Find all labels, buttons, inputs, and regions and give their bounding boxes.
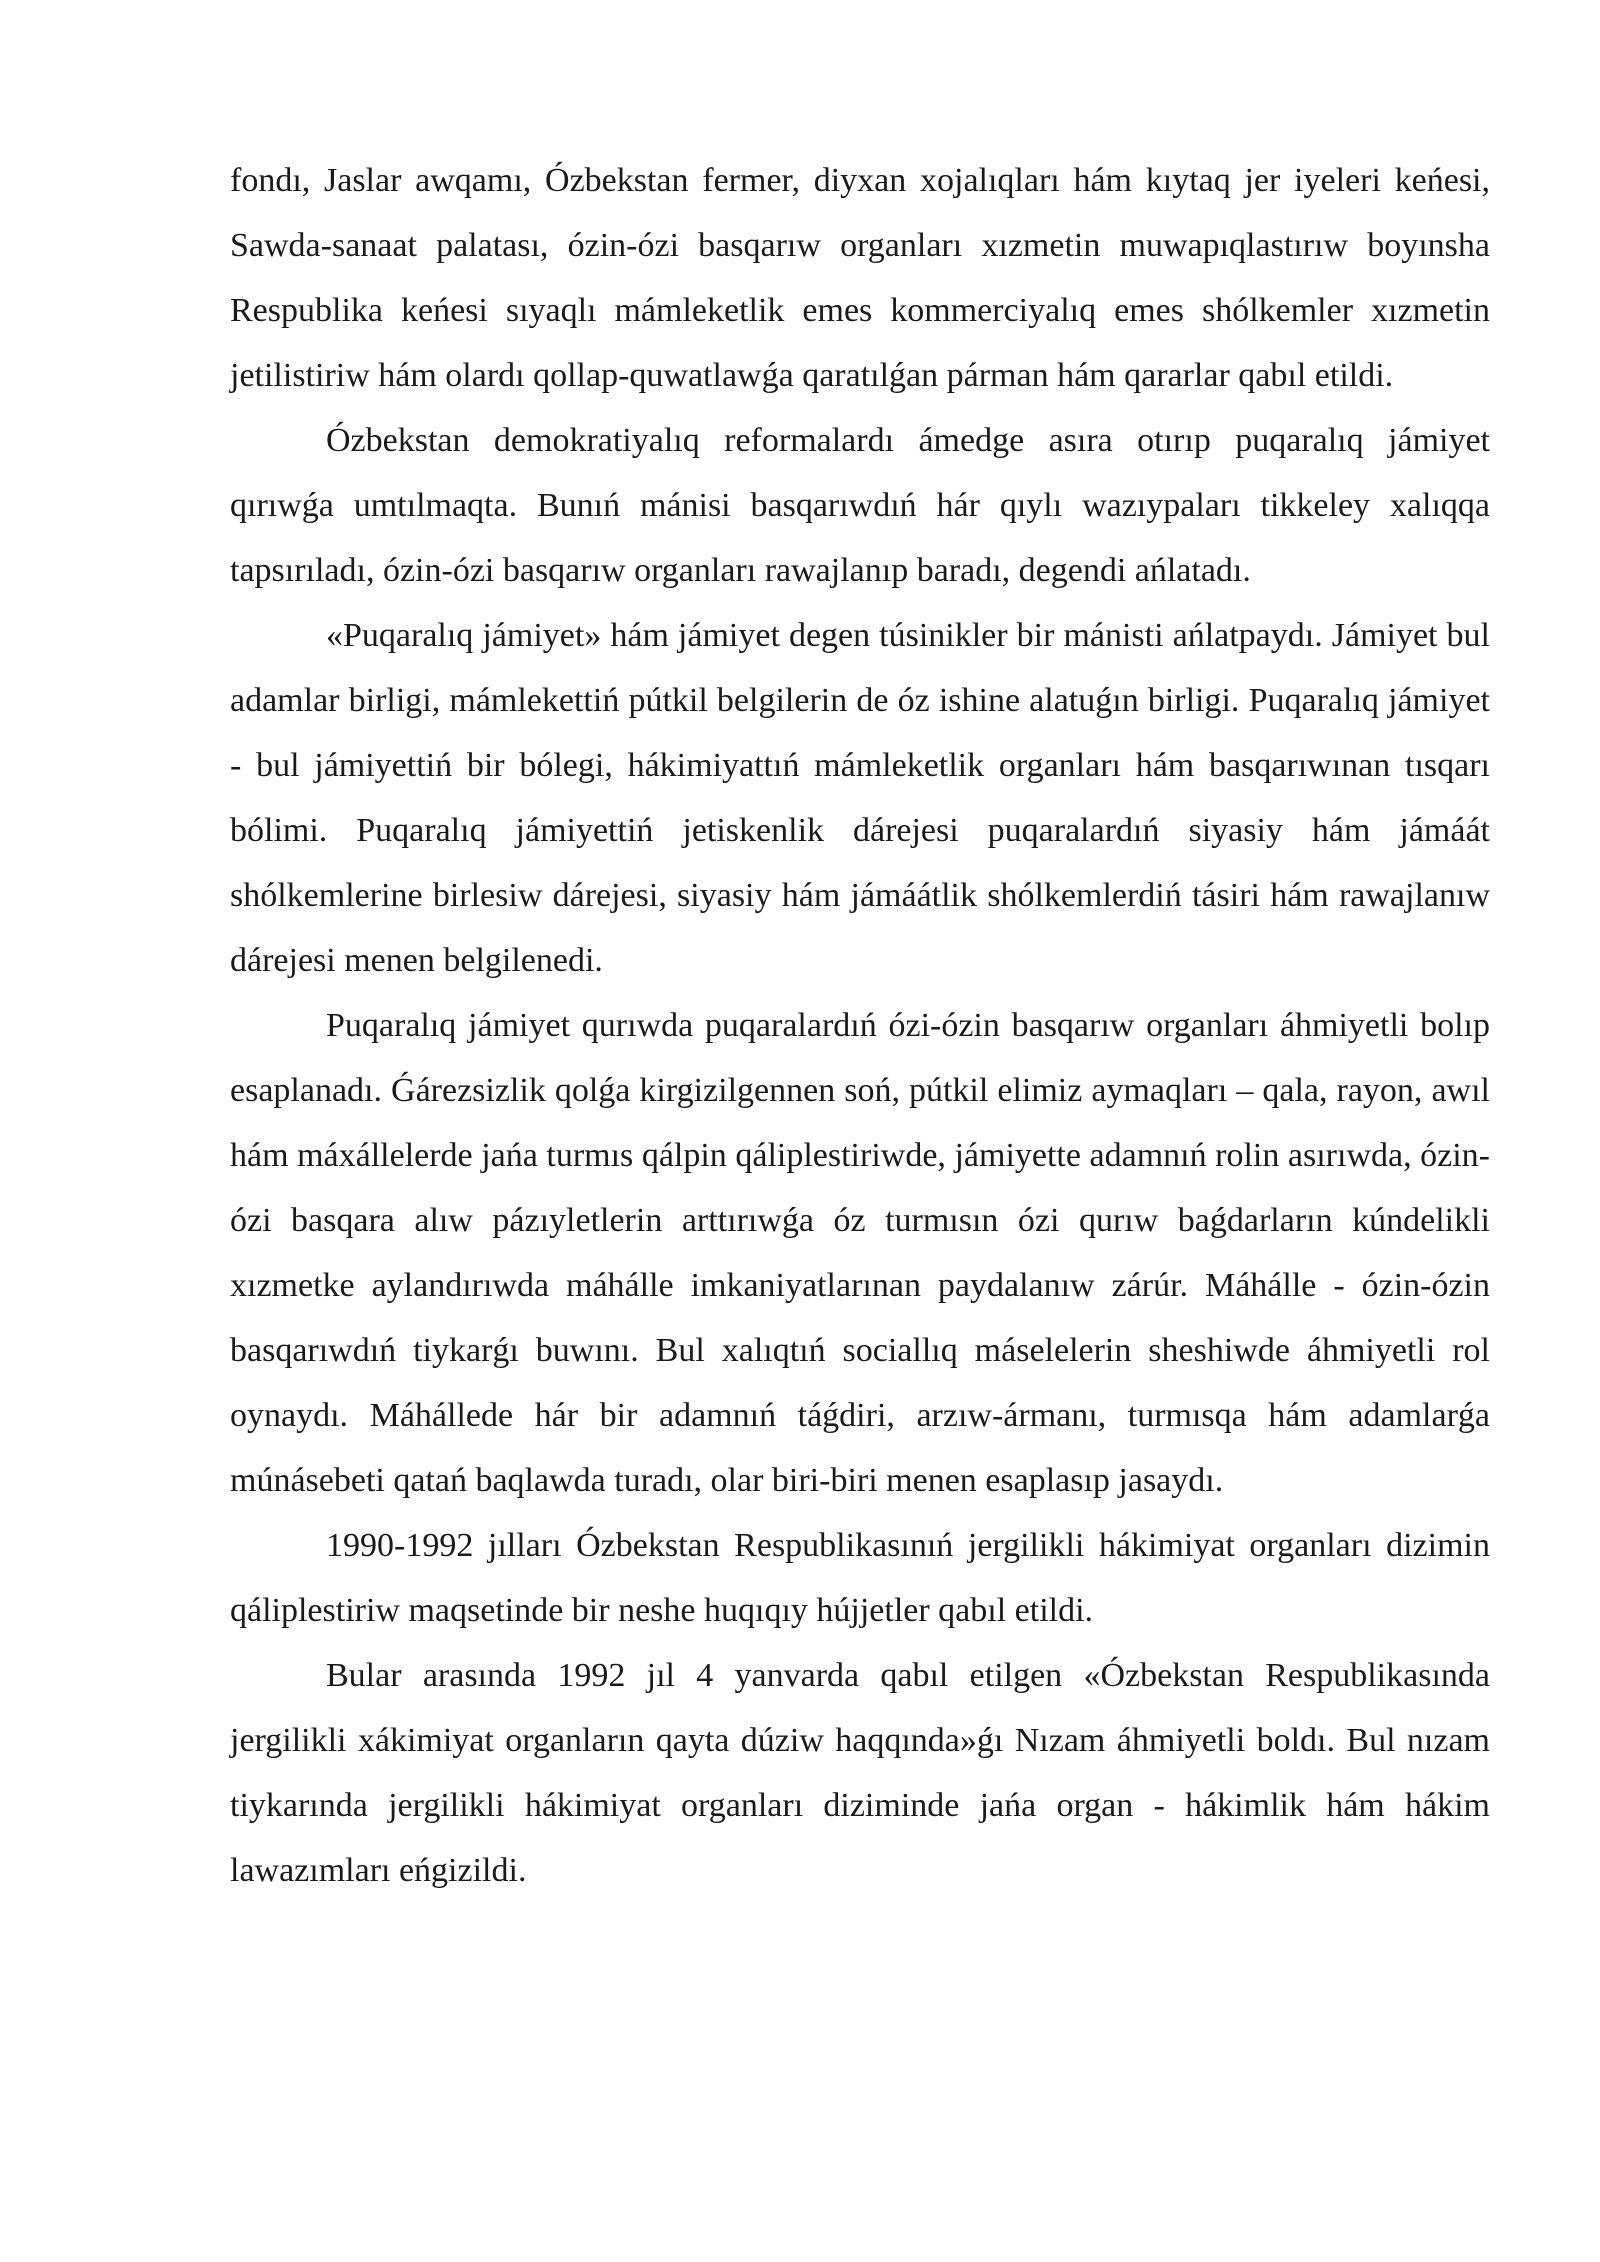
paragraph-legal-documents: 1990-1992 jılları Ózbekstan Respublikasınıń jergilikli hákimiyat organları dizimin qáliplestiriw maqsetinde bir neshe huqıqıy hújjetler qabıl etildi.: [230, 1527, 1490, 1629]
paragraph-civil-society-definition: «Puqaralıq jámiyet» hám jámiyet degen túsinikler bir mánisti ańlatpaydı. Jámiyet bul adamlar birligi, mámlekettiń pútkil belgilerin de óz ishine alatuǵın birligi. Puqaralıq jámiyet - bul jámiyettiń bir bólegi, hákimiyattıń mámleketlik organları hám basqarıwınan tısqarı bólimi. Puqaralıq jámiyettiń jetiskenlik dárejesi puqaralardıń siyasiy hám jámáát shólkemlerine birlesiw dárejesi, siyasiy hám jámáátlik shólkemlerdiń tásiri hám rawajlanıw dárejesi menen belgilenedi.: [230, 617, 1490, 979]
document-page: [230, 148, 1490, 1903]
paragraph-mahalle-role: Puqaralıq jámiyet qurıwda puqaralardıń ózi-ózin basqarıw organları áhmiyetli bolıp esaplanadı. Ǵárezsizlik qolǵa kirgizilgennen soń, pútkil elimiz aymaqları – qala, rayon, awıl hám máxállelerde jańa turmıs qálpin qáliplestiriwde, jámiyette adamnıń rolin asırıwda, ózin-ózi basqara alıw pázıyletlerin arttırıwǵa óz turmısın ózi qurıw baǵdarların kúndelikli xızmetke aylandırıwda máhálle imkaniyatlarınan paydalanıw zárúr. Máhálle - ózin-ózin basqarıwdıń tiykarǵı buwını. Bul xalıqtıń sociallıq máselelerin sheshiwde áhmiyetli rol oynaydı. Máhállede hár bir adamnıń táǵdiri, arzıw-ármanı, turmısqa hám adamlarǵa múnásebeti qatań baqlawda turadı, olar biri-biri menen esaplasıp jasaydı.: [230, 1007, 1490, 1499]
paragraph-1992-law: Bular arasında 1992 jıl 4 yanvarda qabıl etilgen «Ózbekstan Respublikasında jergilikli xákimiyat organların qayta dúziw haqqında»ǵı Nızam áhmiyetli boldı. Bul nızam tiykarında jergilikli hákimiyat organları diziminde jańa organ - hákimlik hám hákim lawazımları eńgizildi.: [230, 1657, 1490, 1889]
paragraph-democratic-reforms: Ózbekstan demokratiyalıq reformalardı ámedge asıra otırıp puqaralıq jámiyet qırıwǵa umtılmaqta. Bunıń mánisi basqarıwdıń hár qıylı wazıypaları tikkeley xalıqqa tapsırıladı, ózin-ózi basqarıw organları rawajlanıp baradı, degendi ańlatadı.: [230, 422, 1490, 589]
paragraph-continuation: fondı, Jaslar awqamı, Ózbekstan fermer, diyxan xojalıqları hám kıytaq jer iyeleri keńesi, Sawda-sanaat palatası, ózin-ózi basqarıw organları xızmetin muwapıqlastırıw boyınsha Respublika keńesi sıyaqlı mámleketlik emes kommerciyalıq emes shólkemler xızmetin jetilistiriw hám olardı qollap-quwatlawǵa qaratılǵan párman hám qararlar qabıl etildi.: [230, 162, 1490, 394]
